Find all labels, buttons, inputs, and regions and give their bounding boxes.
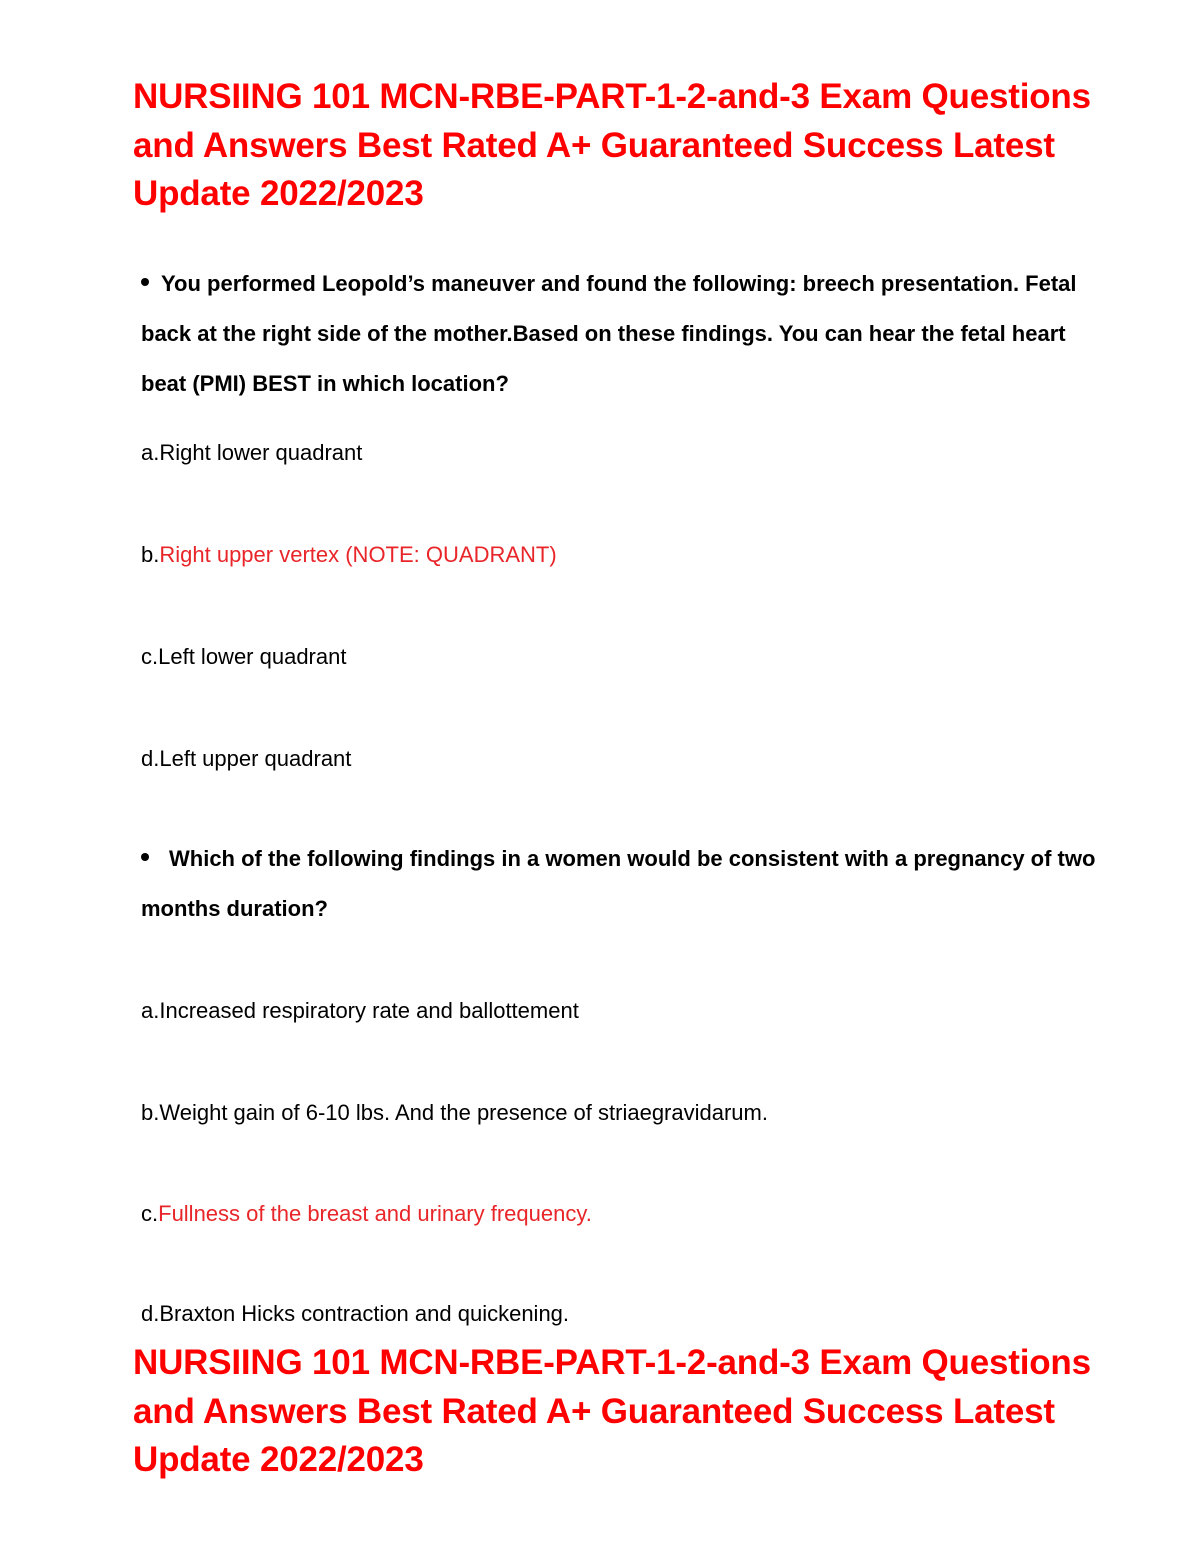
question-2-option-d xyxy=(141,1299,569,1329)
option-text-correct-answer: Fullness of the breast and urinary frequency. xyxy=(158,1201,592,1226)
question-1-option-d xyxy=(141,744,351,774)
option-text: Weight gain of 6-10 lbs. And the presence of striaegravidarum. xyxy=(159,1100,768,1125)
option-letter: d. xyxy=(141,1301,160,1326)
option-text: Left upper quadrant xyxy=(159,746,352,771)
question-1-option-a xyxy=(141,438,362,468)
question-2-option-a xyxy=(141,996,579,1026)
option-text: Right lower quadrant xyxy=(159,440,363,465)
bullet-icon xyxy=(141,278,149,286)
option-letter: c. xyxy=(141,1201,159,1226)
question-2-option-c xyxy=(141,1199,592,1229)
option-letter: a. xyxy=(141,998,160,1023)
question-2-option-b xyxy=(141,1098,768,1128)
bullet-icon xyxy=(141,853,149,861)
question-1-option-b xyxy=(141,540,557,570)
document-title: NURSIING 101 MCN-RBE-PART-1-2-and-3 Exam Questions and Answers Best Rated A+ Guaranteed Success Latest Update 2022/2023 xyxy=(133,77,1091,213)
option-letter: d. xyxy=(141,746,160,771)
option-text: Left lower quadrant xyxy=(158,644,347,669)
option-letter: a. xyxy=(141,440,160,465)
question-2 xyxy=(141,834,1101,934)
option-text: Increased respiratory rate and ballottement xyxy=(159,998,579,1023)
option-text-correct-answer: Right upper vertex (NOTE: QUADRANT) xyxy=(159,542,557,567)
question-1-text: You performed Leopold’s maneuver and found the following: breech presentation. Fetal back at the right side of the mother.Based on these findings. You can hear the fetal heart beat (PMI) BEST in which location? xyxy=(141,271,1077,396)
document-footer-title: NURSIING 101 MCN-RBE-PART-1-2-and-3 Exam Questions and Answers Best Rated A+ Guaranteed Success Latest Update 2022/2023 xyxy=(133,1343,1091,1479)
option-letter: b. xyxy=(141,542,160,567)
question-1-option-c xyxy=(141,642,346,672)
question-2-text: Which of the following findings in a women would be consistent with a pregnancy of two months duration? xyxy=(141,846,1096,921)
option-text: Braxton Hicks contraction and quickening. xyxy=(159,1301,570,1326)
question-1 xyxy=(141,259,1101,409)
option-letter: c. xyxy=(141,644,159,669)
option-letter: b. xyxy=(141,1100,160,1125)
